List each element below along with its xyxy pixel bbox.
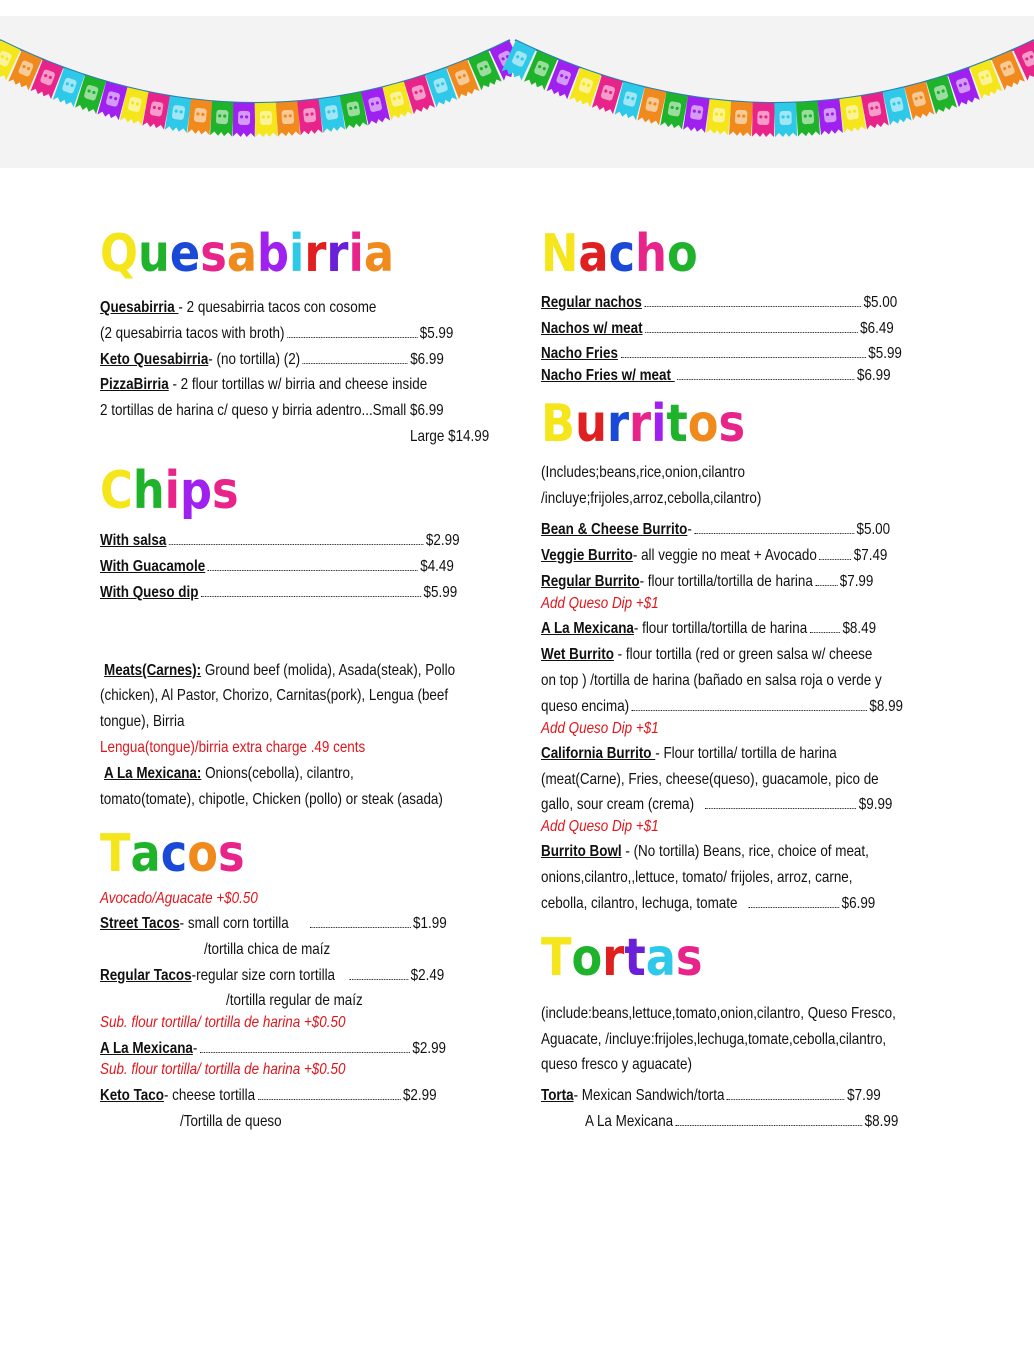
wet-burrito-line-3: [541, 697, 903, 717]
item-desc: /tortilla chica de maíz: [204, 941, 331, 958]
california-burrito-item: [541, 744, 837, 764]
note-text: Sub. flour tortilla/ tortilla de harina +$0.50: [100, 1014, 346, 1031]
item-desc: - Flour tortilla/ tortilla de harina: [655, 745, 837, 762]
meats-text: (chicken), Al Pastor, Chorizo, Carnitas(pork), Lengua (beef: [100, 687, 449, 704]
item-desc: - flour tortilla (red or green salsa w/ cheese: [613, 646, 873, 663]
heading-letter: a: [645, 928, 676, 988]
banner-flag: [752, 103, 775, 137]
chips-item: [100, 557, 454, 577]
note-text: Add Queso Dip +$1: [541, 818, 659, 835]
item-desc: - 2 quesabirria tacos con cosome: [178, 299, 377, 316]
burrito-bowl-line-2: [541, 868, 853, 888]
item-price: $5.99: [868, 345, 902, 362]
heading-letter: r: [602, 928, 625, 988]
item-name: Nachos w/ meat: [541, 320, 643, 337]
dot-leader: [727, 1089, 845, 1100]
meats-label: Meats(Carnes):: [104, 662, 202, 679]
heading-letter: a: [363, 224, 395, 284]
heading-letter: t: [666, 394, 688, 454]
torta-item: [541, 1086, 881, 1106]
dot-leader: [303, 353, 408, 364]
wet-burrito-item: [541, 645, 872, 665]
banner-flag: [796, 101, 820, 136]
item-desc: - (no tortilla) (2): [208, 351, 301, 368]
item-desc: /tortilla regular de maíz: [226, 992, 363, 1009]
item-name: Street Tacos: [100, 915, 180, 932]
heading-letter: s: [200, 224, 227, 284]
burritos-heading: [541, 394, 746, 454]
item-name: Bean & Cheese Burrito: [541, 521, 688, 538]
heading-letter: s: [718, 394, 746, 454]
bean-cheese-burrito-item: [541, 520, 890, 540]
tacos-heading: [100, 824, 245, 884]
banner-flag: [187, 99, 212, 135]
heading-letter: B: [541, 394, 576, 454]
item-price: $7.99: [847, 1087, 881, 1104]
item-price: $7.49: [853, 547, 888, 564]
heading-letter: a: [578, 224, 609, 284]
item-desc: - all veggie no meat + Avocado: [632, 547, 817, 564]
keto-taco-item: [100, 1086, 437, 1106]
dot-leader: [645, 322, 858, 333]
item-price: $5.00: [863, 294, 898, 311]
heading-letter: t: [624, 928, 646, 988]
heading-letter: o: [187, 824, 218, 884]
dot-leader: [644, 296, 861, 307]
mexicana-tacos-item: [100, 1039, 446, 1059]
item-desc: - flour tortilla/tortilla de harina: [633, 620, 808, 637]
regular-burrito-item: [541, 572, 873, 592]
item-price: $8.99: [864, 1113, 899, 1130]
item-desc: /Tortilla de queso: [180, 1113, 282, 1130]
dot-leader: [201, 586, 421, 597]
item-name: Keto Taco: [100, 1087, 164, 1104]
nacho-item: [541, 366, 891, 386]
dot-leader: [258, 1089, 401, 1100]
nacho-item: [541, 319, 894, 339]
item-price: $5.99: [423, 584, 458, 601]
item-desc: - small corn tortilla: [179, 915, 289, 932]
papel-picado-banner-icon: [0, 16, 1034, 168]
item-desc: (meat(Carne), Fries, cheese(queso), guacamole, pico de: [541, 771, 879, 788]
item-price: $2.99: [402, 1087, 437, 1104]
mexicana-label: A La Mexicana:: [104, 765, 202, 782]
item-name: A La Mexicana: [541, 620, 634, 637]
item-desc: (2 quesabirria tacos with broth): [100, 325, 285, 342]
heading-letter: i: [164, 461, 181, 521]
avocado-note: [100, 889, 258, 909]
heading-letter: i: [348, 224, 364, 284]
mexicana-burrito-item: [541, 619, 876, 639]
item-name: A La Mexicana: [100, 1040, 193, 1057]
heading-letter: h: [635, 224, 667, 284]
dot-leader: [815, 575, 837, 586]
item-name: With Queso dip: [100, 584, 199, 601]
includes-text: /incluye;frijoles,arroz,cebolla,cilantro): [541, 490, 762, 507]
heading-letter: i: [651, 394, 667, 454]
dot-leader: [310, 917, 411, 928]
dot-leader: [349, 969, 408, 980]
item-name: PizzaBirria: [100, 376, 169, 393]
heading-letter: s: [675, 928, 703, 988]
quesabirria-heading: [100, 224, 395, 284]
item-name: Wet Burrito: [541, 646, 614, 663]
item-desc: - Mexican Sandwich/torta: [573, 1087, 725, 1104]
nacho-item: [541, 293, 897, 313]
item-price: $5.00: [856, 521, 891, 538]
heading-letter: c: [160, 824, 188, 884]
heading-letter: r: [606, 394, 630, 454]
meats-line-5: [104, 764, 354, 784]
torta-mexicana-item: [585, 1112, 898, 1132]
includes-text: Aguacate, /incluye:frijoles,lechuga,tomate,cebolla,cilantro,: [541, 1031, 887, 1048]
item-name: Quesabirria: [100, 299, 179, 316]
queso-note-1: [541, 594, 659, 614]
dot-leader: [620, 347, 865, 358]
quesabirria-line-2: [100, 324, 453, 344]
banner-flag: [818, 99, 843, 135]
item-desc: gallo, sour cream (crema): [541, 796, 695, 813]
item-price: $9.99: [858, 796, 893, 813]
california-burrito-line-3: [541, 795, 892, 815]
banner-flag: [255, 103, 278, 137]
dot-leader: [632, 700, 867, 711]
note-text: Lengua(tongue)/birria extra charge .49 cents: [100, 739, 366, 756]
chips-heading: [100, 461, 239, 521]
heading-letter: C: [100, 461, 133, 521]
banner-flag: [839, 96, 866, 133]
regular-tacos-sub: [226, 991, 363, 1011]
item-name: With Guacamole: [100, 558, 206, 575]
item-name: Regular nachos: [541, 294, 642, 311]
tortas-includes-2: [541, 1030, 886, 1050]
heading-letter: c: [608, 224, 636, 284]
banner-flag: [210, 101, 234, 136]
note-text: Avocado/Aguacate +$0.50: [100, 890, 258, 907]
meats-line-1: [104, 661, 455, 681]
quesabirria-line-6: [410, 427, 489, 447]
heading-letter: a: [130, 824, 161, 884]
item-desc: - 2 flour tortillas w/ birria and cheese inside: [168, 376, 428, 393]
includes-text: queso fresco y aguacate): [541, 1056, 692, 1073]
heading-letter: T: [100, 824, 131, 884]
heading-letter: Q: [100, 224, 139, 284]
item-desc: -regular size corn tortilla: [191, 967, 336, 984]
dot-leader: [748, 897, 839, 908]
burrito-bowl-item: [541, 842, 869, 862]
banner-flag: [276, 101, 300, 136]
heading-letter: o: [571, 928, 603, 988]
meats-text: Ground beef (molida), Asada(steak), Pollo: [201, 662, 456, 679]
item-name: Veggie Burrito: [541, 547, 633, 564]
heading-letter: b: [257, 224, 290, 284]
item-desc: on top ) /tortilla de harina (bañado en salsa roja o verde y: [541, 672, 882, 689]
chips-item: [100, 531, 460, 551]
heading-letter: h: [132, 461, 165, 521]
quesabirria-line-4: [100, 375, 427, 395]
banner-flag: [729, 101, 753, 136]
flour-note-2: [100, 1060, 345, 1080]
banner-flag: [683, 96, 710, 133]
dot-leader: [677, 369, 854, 380]
item-desc: -: [192, 1040, 198, 1057]
item-price: $4.49: [420, 558, 454, 575]
item-price: $8.99: [869, 698, 904, 715]
banner-flag: [297, 99, 322, 135]
item-desc: cebolla, cilantro, lechuga, tomate: [541, 895, 738, 912]
note-text: Sub. flour tortilla/ tortilla de harina +$0.50: [100, 1061, 346, 1078]
queso-note-3: [541, 817, 659, 837]
dot-leader: [819, 549, 851, 560]
regular-tacos-item: [100, 966, 444, 986]
banner-flag: [233, 103, 256, 137]
item-name: With salsa: [100, 532, 167, 549]
quesabirria-line-3: [100, 350, 444, 370]
chips-item: [100, 583, 457, 603]
heading-letter: o: [666, 224, 698, 284]
dot-leader: [810, 622, 840, 633]
california-burrito-line-2: [541, 770, 879, 790]
quesabirria-line-5: [100, 401, 444, 421]
item-desc: - flour tortilla/tortilla de harina: [639, 573, 813, 590]
heading-letter: o: [687, 394, 719, 454]
keto-taco-sub: [180, 1112, 282, 1132]
heading-letter: T: [541, 928, 572, 988]
item-name: Nacho Fries: [541, 345, 618, 362]
street-tacos-item: [100, 914, 447, 934]
item-desc: queso encima): [541, 698, 630, 715]
heading-letter: u: [138, 224, 170, 284]
burritos-includes-2: [541, 489, 761, 509]
burrito-bowl-line-3: [541, 894, 875, 914]
meats-text: tomato(tomate), chipotle, Chicken (pollo) or steak (asada): [100, 791, 443, 808]
item-price: $6.99: [410, 351, 444, 368]
heading-letter: u: [575, 394, 607, 454]
veggie-burrito-item: [541, 546, 887, 566]
item-price: $6.49: [860, 320, 894, 337]
street-tacos-sub: [204, 940, 330, 960]
meats-extra-charge-note: [100, 738, 365, 758]
tortas-includes-1: [541, 1004, 896, 1024]
note-text: Add Queso Dip +$1: [541, 595, 659, 612]
wet-burrito-line-2: [541, 671, 882, 691]
heading-letter: s: [212, 461, 239, 521]
heading-letter: i: [289, 224, 305, 284]
dot-leader: [676, 1115, 862, 1126]
item-name: California Burrito: [541, 745, 656, 762]
heading-letter: N: [541, 224, 579, 284]
heading-letter: s: [217, 824, 245, 884]
nacho-heading: [541, 224, 698, 284]
banner-flag: [774, 103, 797, 137]
item-name: Keto Quesabirria: [100, 351, 209, 368]
includes-text: (include:beans,lettuce,tomato,onion,cilantro, Queso Fresco,: [541, 1005, 896, 1022]
item-desc: 2 tortillas de harina c/ queso y birria adentro...Small $6.99: [100, 402, 444, 419]
item-price: $1.99: [413, 915, 447, 932]
heading-letter: r: [304, 224, 327, 284]
meats-text: Onions(cebolla), cilantro,: [201, 765, 354, 782]
item-price: $6.99: [841, 895, 876, 912]
item-name: Torta: [541, 1087, 574, 1104]
meats-line-3: [100, 712, 184, 732]
item-desc: - cheese tortilla: [163, 1087, 256, 1104]
tortas-includes-3: [541, 1055, 692, 1075]
item-desc: A La Mexicana: [585, 1113, 674, 1130]
item-name: Nacho Fries w/ meat: [541, 367, 675, 384]
heading-letter: e: [169, 224, 201, 284]
heading-letter: r: [629, 394, 652, 454]
item-desc: - (No tortilla) Beans, rice, choice of meat,: [621, 843, 869, 860]
item-name: Regular Tacos: [100, 967, 192, 984]
heading-letter: r: [326, 224, 349, 284]
meats-line-6: [100, 790, 443, 810]
nacho-item: [541, 344, 902, 364]
dot-leader: [694, 523, 854, 534]
item-price: $8.49: [842, 620, 877, 637]
item-price: $6.99: [856, 367, 891, 384]
heading-letter: a: [226, 224, 258, 284]
item-price: $7.99: [839, 573, 874, 590]
item-price: $2.49: [410, 967, 445, 984]
flour-note-1: [100, 1013, 345, 1033]
dot-leader: [208, 560, 418, 571]
queso-note-2: [541, 719, 659, 739]
quesabirria-line-1: [100, 298, 376, 318]
dot-leader: [287, 327, 417, 338]
dot-leader: [705, 798, 856, 809]
tortas-heading: [541, 928, 703, 988]
banner-flag: [706, 99, 731, 135]
papel-picado-banner: [0, 16, 1034, 168]
item-name: Regular Burrito: [541, 573, 640, 590]
note-text: Add Queso Dip +$1: [541, 720, 659, 737]
meats-text: tongue), Birria: [100, 713, 185, 730]
meats-line-2: [100, 686, 448, 706]
item-desc: -: [687, 521, 692, 538]
item-name: Burrito Bowl: [541, 843, 622, 860]
burritos-includes-1: [541, 463, 745, 483]
dot-leader: [169, 534, 424, 545]
item-price: $2.99: [425, 532, 460, 549]
dot-leader: [200, 1042, 410, 1053]
item-price: $5.99: [419, 325, 454, 342]
item-desc: onions,cilantro,,lettuce, tomato/ frijoles, arroz, carne,: [541, 869, 853, 886]
includes-text: (Includes;beans,rice,onion,cilantro: [541, 464, 745, 481]
heading-letter: p: [180, 461, 213, 521]
item-price: $2.99: [412, 1040, 447, 1057]
item-desc: Large $14.99: [410, 428, 490, 445]
